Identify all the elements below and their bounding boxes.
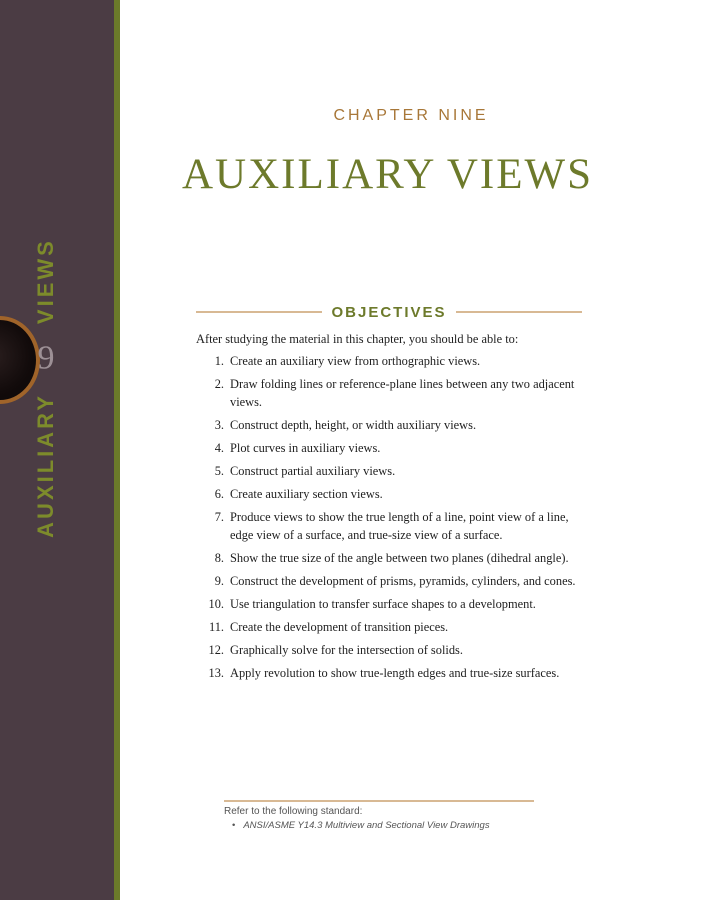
- list-item-number: 8.: [214, 551, 224, 565]
- list-item-number: 3.: [214, 418, 224, 432]
- list-item: [200, 618, 585, 636]
- list-item-text: Apply revolution to show true-length edges and true-size surfaces.: [230, 666, 560, 680]
- list-item-text: Create an auxiliary view from orthographic views.: [230, 354, 481, 368]
- list-item: [200, 439, 585, 457]
- sidebar-vertical-title: [27, 238, 65, 538]
- list-item: [200, 352, 585, 370]
- list-item: [200, 462, 585, 480]
- list-item: [200, 375, 585, 411]
- list-item-number: 13.: [208, 666, 224, 680]
- list-item-number: 5.: [214, 464, 224, 478]
- list-item-text: Create the development of transition pieces.: [230, 620, 449, 634]
- list-item: [200, 595, 585, 613]
- list-item: [200, 508, 585, 544]
- list-item-number: 1.: [214, 354, 224, 368]
- list-item: [200, 572, 585, 590]
- list-item: [200, 664, 585, 682]
- objectives-rule-left: [196, 311, 322, 313]
- standard-item: [232, 820, 490, 831]
- list-item-text: Produce views to show the true length of a line, point view of a line, edge view of a surface, and true-size view of a surface.: [230, 510, 569, 542]
- list-item-text: Create auxiliary section views.: [230, 487, 383, 501]
- chapter-title: AUXILIARY VIEWS: [182, 151, 593, 198]
- list-item-number: 10.: [208, 597, 224, 611]
- list-item-number: 7.: [214, 510, 224, 524]
- objectives-rule-right: [456, 311, 582, 313]
- list-item-number: 6.: [214, 487, 224, 501]
- list-item-text: Show the true size of the angle between two planes (dihedral angle).: [230, 551, 569, 565]
- objectives-heading-label: OBJECTIVES: [331, 303, 447, 321]
- list-item-number: 9.: [214, 574, 224, 588]
- standard-item-text: ANSI/ASME Y14.3 Multiview and Sectional View Drawings: [243, 820, 490, 831]
- objectives-heading: [196, 302, 582, 322]
- list-item: [200, 641, 585, 659]
- sidebar-edge-stripe: [114, 0, 120, 900]
- standard-title: Refer to the following standard:: [224, 806, 363, 817]
- list-item-number: 4.: [214, 441, 224, 455]
- list-item-number: 11.: [208, 620, 224, 634]
- list-item-text: Graphically solve for the intersection of solids.: [230, 643, 463, 657]
- list-item-text: Construct the development of prisms, pyramids, cylinders, and cones.: [230, 574, 576, 588]
- list-item: [200, 416, 585, 434]
- objectives-list: [200, 352, 585, 687]
- list-item-text: Draw folding lines or reference-plane lines between any two adjacent views.: [230, 377, 575, 409]
- list-item-text: Construct depth, height, or width auxiliary views.: [230, 418, 477, 432]
- list-item: [200, 549, 585, 567]
- sidebar-chapter-number: 9: [37, 339, 55, 377]
- bullet-icon: •: [232, 820, 236, 831]
- list-item: [200, 485, 585, 503]
- sidebar-title-views: VIEWS: [33, 238, 58, 325]
- chapter-label: CHAPTER NINE: [333, 107, 489, 124]
- list-item-number: 12.: [208, 643, 224, 657]
- standard-rule: [224, 800, 534, 802]
- list-item-number: 2.: [214, 377, 224, 391]
- list-item-text: Plot curves in auxiliary views.: [230, 441, 381, 455]
- objectives-intro: After studying the material in this chapter, you should be able to:: [196, 332, 519, 346]
- list-item-text: Construct partial auxiliary views.: [230, 464, 396, 478]
- sidebar-title-auxiliary: AUXILIARY: [33, 393, 58, 538]
- list-item-text: Use triangulation to transfer surface shapes to a development.: [230, 597, 536, 611]
